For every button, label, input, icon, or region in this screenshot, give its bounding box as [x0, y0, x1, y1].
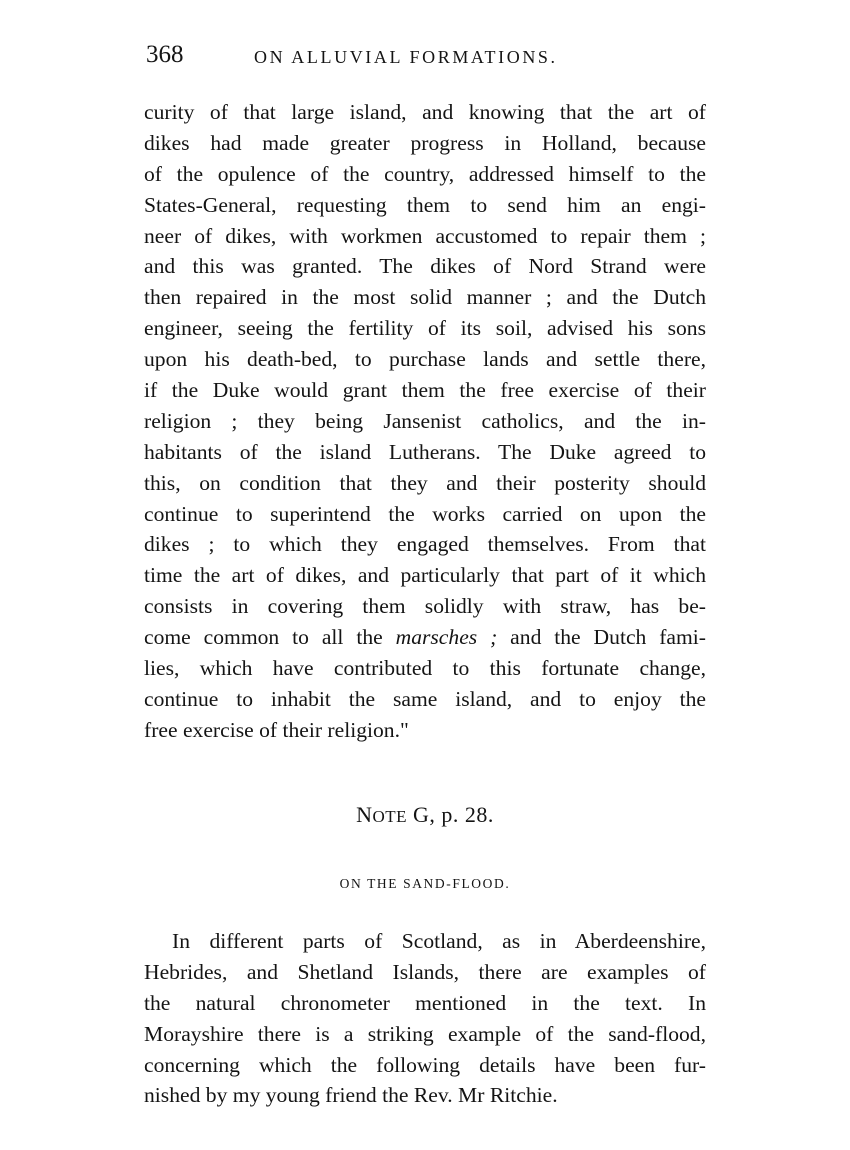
text-line: upon his death-bed, to purchase lands and settle there,	[144, 347, 706, 372]
note-heading-word: OTE	[372, 807, 408, 826]
text-line: curity of that large island, and knowing that the art of	[144, 100, 706, 124]
text-line: neer of dikes, with workmen accustomed to repair them ;	[144, 223, 706, 248]
text-line: of the opulence of the country, addressed himself to the	[144, 161, 706, 186]
text-line: engineer, seeing the fertility of its soil, advised his sons	[144, 316, 706, 341]
running-head	[146, 38, 706, 72]
note-heading	[0, 800, 850, 832]
text-line: Morayshire there is a striking example of the sand-flood,	[144, 1021, 706, 1046]
text-line: dikes ; to which they engaged themselves. From that	[144, 532, 706, 557]
text-line: In different parts of Scotland, as in Aberdeenshire,	[172, 929, 706, 953]
text-line: dikes had made greater progress in Holland, because	[144, 130, 706, 155]
text-line: States-General, requesting them to send him an engi-	[144, 192, 706, 217]
text-segment: come common to all the	[144, 625, 396, 650]
text-line	[144, 622, 706, 653]
page-number: 368	[146, 41, 184, 68]
text-line: Hebrides, and Shetland Islands, there are examples of	[144, 959, 706, 984]
text-line: and this was granted. The dikes of Nord Strand were	[144, 254, 706, 279]
note-heading-initial: N	[356, 802, 373, 827]
text-segment: and the Dutch fami-	[497, 625, 706, 650]
italic-term: marsches ;	[395, 625, 498, 650]
text-line: nished by my young friend the Rev. Mr Ritchie.	[144, 1083, 558, 1108]
paragraph-sand-flood	[144, 926, 706, 1111]
text-line: religion ; they being Jansenist catholics, and the in-	[144, 408, 706, 433]
running-title: ON ALLUVIAL FORMATIONS.	[254, 47, 558, 67]
text-line: the natural chronometer mentioned in the text. In	[144, 990, 706, 1015]
text-line: continue to inhabit the same island, and to enjoy the	[144, 686, 706, 711]
note-heading-reference: G, p. 28.	[407, 802, 494, 827]
text-line: concerning which the following details have been fur-	[144, 1052, 706, 1077]
text-line: consists in covering them solidly with straw, has be-	[144, 594, 706, 619]
text-line: habitants of the island Lutherans. The Duke agreed to	[144, 439, 706, 464]
text-line: then repaired in the most solid manner ; and the Dutch	[144, 285, 706, 310]
text-line: free exercise of their religion."	[144, 717, 409, 742]
text-line: continue to superintend the works carried on upon the	[144, 501, 706, 526]
text-line: time the art of dikes, and particularly that part of it which	[144, 563, 706, 588]
text-line: if the Duke would grant them the free exercise of their	[144, 378, 706, 403]
section-subheading: ON THE SAND-FLOOD.	[339, 876, 511, 891]
text-line: lies, which have contributed to this fortunate change,	[144, 656, 706, 681]
paragraph-continued	[144, 97, 706, 746]
text-line: this, on condition that they and their posterity should	[144, 470, 706, 495]
